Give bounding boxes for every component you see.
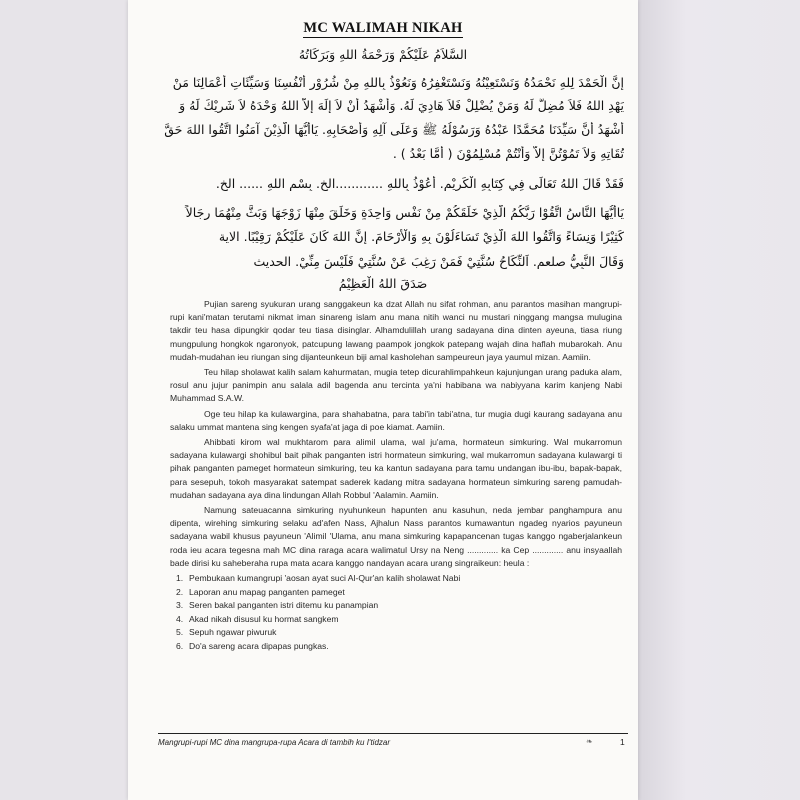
page-title	[128, 20, 638, 37]
footer-divider	[158, 733, 628, 734]
arabic-hadith-line: وَقَالَ النَّبِيُّ صلعم. اَلنِّكَاحُ سُنَّتِيْ فَمَنْ رَغِبَ عَنْ سُنَّتِيْ فَلَيْسَ مِنِّيْ. الحديث	[253, 254, 624, 269]
arabic-ayah-line-2: كَثِيْرًا وَنِسَاءً وَاتَّقُوا اللهَ الَّذِيْ تَسَاءَلُوْنَ بِهِ وَالْأَرْحَامَ. إِنَّ اللهَ كَانَ عَلَيْكُمْ رَقِيْبًا. الاية	[218, 229, 624, 244]
footer-caption: Mangrupi-rupi MC dina mangrupa-rupa Acara di tambih ku I'tidzar	[158, 738, 391, 747]
body-text	[170, 298, 622, 653]
background-edge	[638, 0, 800, 800]
agenda-item: 1. Pembukaan kumangrupi 'aosan ayat suci Al-Qur'an kalih sholawat Nabi	[176, 573, 461, 584]
page-number: 1	[620, 737, 625, 747]
agenda-item: 3. Seren bakal panganten istri ditemu ku panampian	[176, 600, 379, 611]
agenda-item: 5. Sepuh ngawar piwuruk	[176, 627, 277, 638]
arabic-khutbah-line-3: أَشْهَدُ أَنَّ سَيِّدَنَا مُحَمَّدًا عَبْدُهُ وَرَسُوْلُهُ ﷺ وَعَلَى آلِهِ وَأَصْحَابِهِ. يَاأَيُّهَا الَّذِيْنَ آمَنُوا اتَّقُوا اللهَ حَقَّ	[164, 122, 624, 137]
arabic-khutbah-line-2: يَهْدِ اللهُ فَلاَ مُضِلَّ لَهُ وَمَنْ يُضْلِلْ فَلاَ هَادِيَ لَهُ. وَأَشْهَدُ أَنْ لاَ إِلَهَ إِلاَّ اللهُ وَحْدَهُ لاَ شَرِيْكَ لَهُ وَ	[179, 98, 624, 113]
agenda-item: 6. Do'a sareng acara dipapas pungkas.	[176, 640, 329, 651]
arabic-salam: السَّلاَمُ عَلَيْكُمْ وَرَحْمَةُ اللهِ وَبَرَكَاتُهُ	[298, 47, 468, 62]
arabic-qala-line: فَقَدْ قَالَ اللهُ تَعَالَى فِي كِتَابِهِ الْكَرِيْمِ. أَعُوْذُ بِاللهِ ............الخ. بِسْمِ اللهِ ...... الخ.	[215, 176, 624, 191]
arabic-khutbah-line-4: تُقَاتِهِ وَلاَ تَمُوْتُنَّ إِلاَّ وَأَنْتُمْ مُسْلِمُوْنَ ( أَمَّا بَعْدُ ) .	[392, 146, 624, 161]
agenda-item: 4. Akad nikah disusul ku hormat sangkem	[176, 613, 339, 624]
agenda-list	[170, 572, 622, 653]
paragraph-1: Pujian sareng syukuran urang sanggakeun ka dzat Allah nu sifat rohman, anu parantos masihan mangrupi-rupi kani'matan terutami nikmat iman sinareng islam anu mana nitih wanci nu mustari ninggang mangsa mulugina takdir teu hasa dipungkir qodar teu tiasa disinglar. Alhamdulillah urang sadayana dina dinten ayeuna, tiasa riung mungpulung hongkok ngaronyok, patcupung lawang paampok jongkok patepang wajah dina haflah mubarokah. Anu mudah-mudahan ieu riungan sing dijanteunkeun biji amal kasholehan sampeureun jaya yaumul mizan. Aamiin.	[170, 299, 622, 362]
agenda-item: 2. Laporan anu mapag panganten pameget	[176, 586, 345, 597]
paragraph-4: Ahibbati kirom wal mukhtarom para alimil ulama, wal ju'ama, hormateun simkuring. Wal mukarromun sadayana kulawargi shohibul bait pihak panganten istri hormateun simkuring, wal mukarromun sadayana kulawargi ti pihak panganten pameget hormateun simkuring, teu ka kantun sadayana para tamu undangan ibu-ibu, bapak-bapak, para sesepuh, tokoh masyarakat satempat saderek kadang mitra sadayana hormateun simkuring sareng pamudah-mudahan sadayana aya dina lindungan Allah Robbul 'Aalamin. Aamiin.	[170, 437, 622, 500]
page-title-text: MC WALIMAH NIKAH	[303, 20, 463, 36]
paragraph-3: Oge teu hilap ka kulawargina, para shahabatna, para tabi'in tabi'atna, tur mugia dugi kaurang sadayana anu salaku ummat mantena sing kengen syafa'at jaga di poe kiamat. Aamiin.	[170, 408, 622, 432]
ornament-icon: ❧	[586, 737, 593, 746]
paragraph-5: Namung sateuacanna simkuring nyuhunkeun hapunten anu kasuhun, neda jembar panghampura anu dipenta, wirehing simkuring selaku ad'afen Nass, Ajhalun Nass parantos kumawantun ngadeg nyarios payuneun sadayana wabil khusus payuneun 'Alimil 'Ulama, anu mana simkuring kapapancenan tugas kanggo ngaberjalankeun roda ieu acara tegesna mah MC dina raraga acara walimatul Ursy na Neng ............. ka Cep ............. anu insyaallah bade dirisi ku saheberaha rupa mata acara kanggo nandayan acara urang singraikeun: heula :	[170, 505, 622, 568]
arabic-closing-line: صَدَقَ اللهُ الْعَظِيْمُ	[338, 276, 428, 291]
arabic-ayah-line-1: يَاأَيُّهَا النَّاسُ اتَّقُوْا رَبَّكُمُ الَّذِيْ خَلَقَكُمْ مِنْ نَفْسٍ وَاحِدَةٍ وَخَلَقَ مِنْهَا زَوْجَهَا وَبَثَّ مِنْهُمَا رِجَالاً	[185, 205, 624, 220]
document-page	[128, 0, 638, 800]
arabic-khutbah-line-1: إِنَّ الْحَمْدَ لِلهِ نَحْمَدُهُ وَنَسْتَعِيْنُهُ وَنَسْتَغْفِرُهُ وَنَعُوْذُ بِاللهِ مِنْ شُرُوْرِ أَنْفُسِنَا وَسَيِّئَاتِ أَعْمَالِنَا مَنْ	[172, 75, 624, 90]
paragraph-2: Teu hilap sholawat kalih salam kahurmatan, mugia tetep dicurahlimpahkeun kajunjungan urang paduka alam, rosul anu jujur panimpin anu salala adil bagenda anu tercinta ya'ni habibana wa nabiyyana karim kanjeng Nabi Muhammad S.A.W.	[170, 367, 622, 404]
